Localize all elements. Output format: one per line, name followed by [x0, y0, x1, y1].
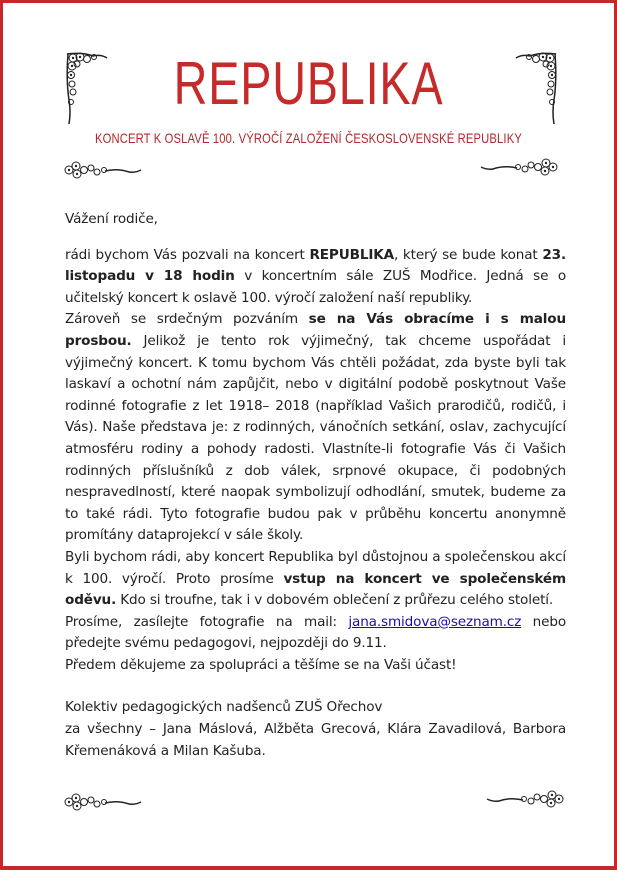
text: v koncertním sále ZUŠ Modřice. Jedná se o učitelský koncert k oslavě 100. výročí založení naší republiky.	[65, 268, 566, 306]
floral-flourish-bottom-left-icon	[63, 790, 143, 814]
concert-date: 23. listopadu v 18 hodin	[65, 246, 566, 285]
page-title: REPUBLIKA	[173, 50, 444, 117]
signature-team: Kolektiv pedagogických nadšenců ZUŠ Ořechov	[65, 699, 383, 716]
dress-code-emphasis: vstup na koncert ve společenském oděvu.	[65, 570, 566, 609]
text: , který se bude konat	[394, 246, 543, 263]
email-link[interactable]: jana.smidova@seznam.cz	[348, 613, 522, 630]
floral-flourish-left-icon	[63, 158, 143, 182]
paragraph-invitation	[65, 245, 566, 310]
floral-flourish-bottom-right-icon	[485, 787, 565, 811]
request-emphasis: se na Vás obracíme i s malou prosbou.	[65, 311, 566, 349]
paragraph-thanks: Předem děkujeme za spolupráci a těšíme se na Vaši účast!	[65, 656, 457, 673]
page-subtitle: KONCERT K OSLAVĚ 100. VÝROČÍ ZALOŽENÍ ČESKOSLOVENSKÉ REPUBLIKY	[95, 130, 522, 146]
paragraph-request	[65, 309, 566, 547]
paragraph-contact	[65, 612, 566, 655]
paragraph-dress-code	[65, 547, 566, 612]
text: Jelikož je tento rok výjimečný, tak chceme uspořádat i výjimečný koncert. K tomu bychom Vás chtěli požádat, zda byste byli tak laskaví a ochotní nám zapůjčit, nebo v digitální podobě poskytnout Vaše rodinné fotografie z let 1918– 2018 (například Vašich prarodičů, rodičů, i Vás). Naše představa je: z rodinných, vánočních setkání, oslav, zachycující atmosféru rodiny a pohody radosti. Vlastníte-li fotografie Vás či Vašich rodinných příslušníků z dob válek, srpnové okupace, či podobných nespravedlností, které naopak symbolizují odhodlání, smutek, budeme za to také rádi. Tyto fotografie budou pak v průběhu koncertu anonymně promítány dataprojekcí v sále školy.	[65, 332, 566, 544]
signature-names: za všechny – Jana Máslová, Alžběta Grecová, Klára Zavadilová, Barbora Křemenáková a Milan Kašuba.	[65, 721, 566, 759]
letter-body	[65, 209, 566, 762]
text: Kdo si troufne, tak i v dobovém oblečení z průřezu celého století.	[116, 592, 554, 609]
text: Zároveň se srdečným pozváním	[65, 311, 309, 328]
text: rádi bychom Vás pozvali na koncert	[65, 246, 310, 263]
text: nebo předejte svému pedagogovi, nejpozději do 9.11.	[65, 613, 566, 652]
spacer	[65, 676, 566, 697]
floral-flourish-right-icon	[479, 155, 559, 179]
text: Byli bychom rádi, aby koncert Republika byl důstojnou a společenskou akcí k 100. výročí. Proto prosíme	[65, 548, 566, 587]
concert-name: REPUBLIKA	[309, 246, 394, 263]
text: Prosíme, zasílejte fotografie na mail:	[65, 613, 349, 630]
greeting: Vážení rodiče,	[65, 211, 158, 227]
